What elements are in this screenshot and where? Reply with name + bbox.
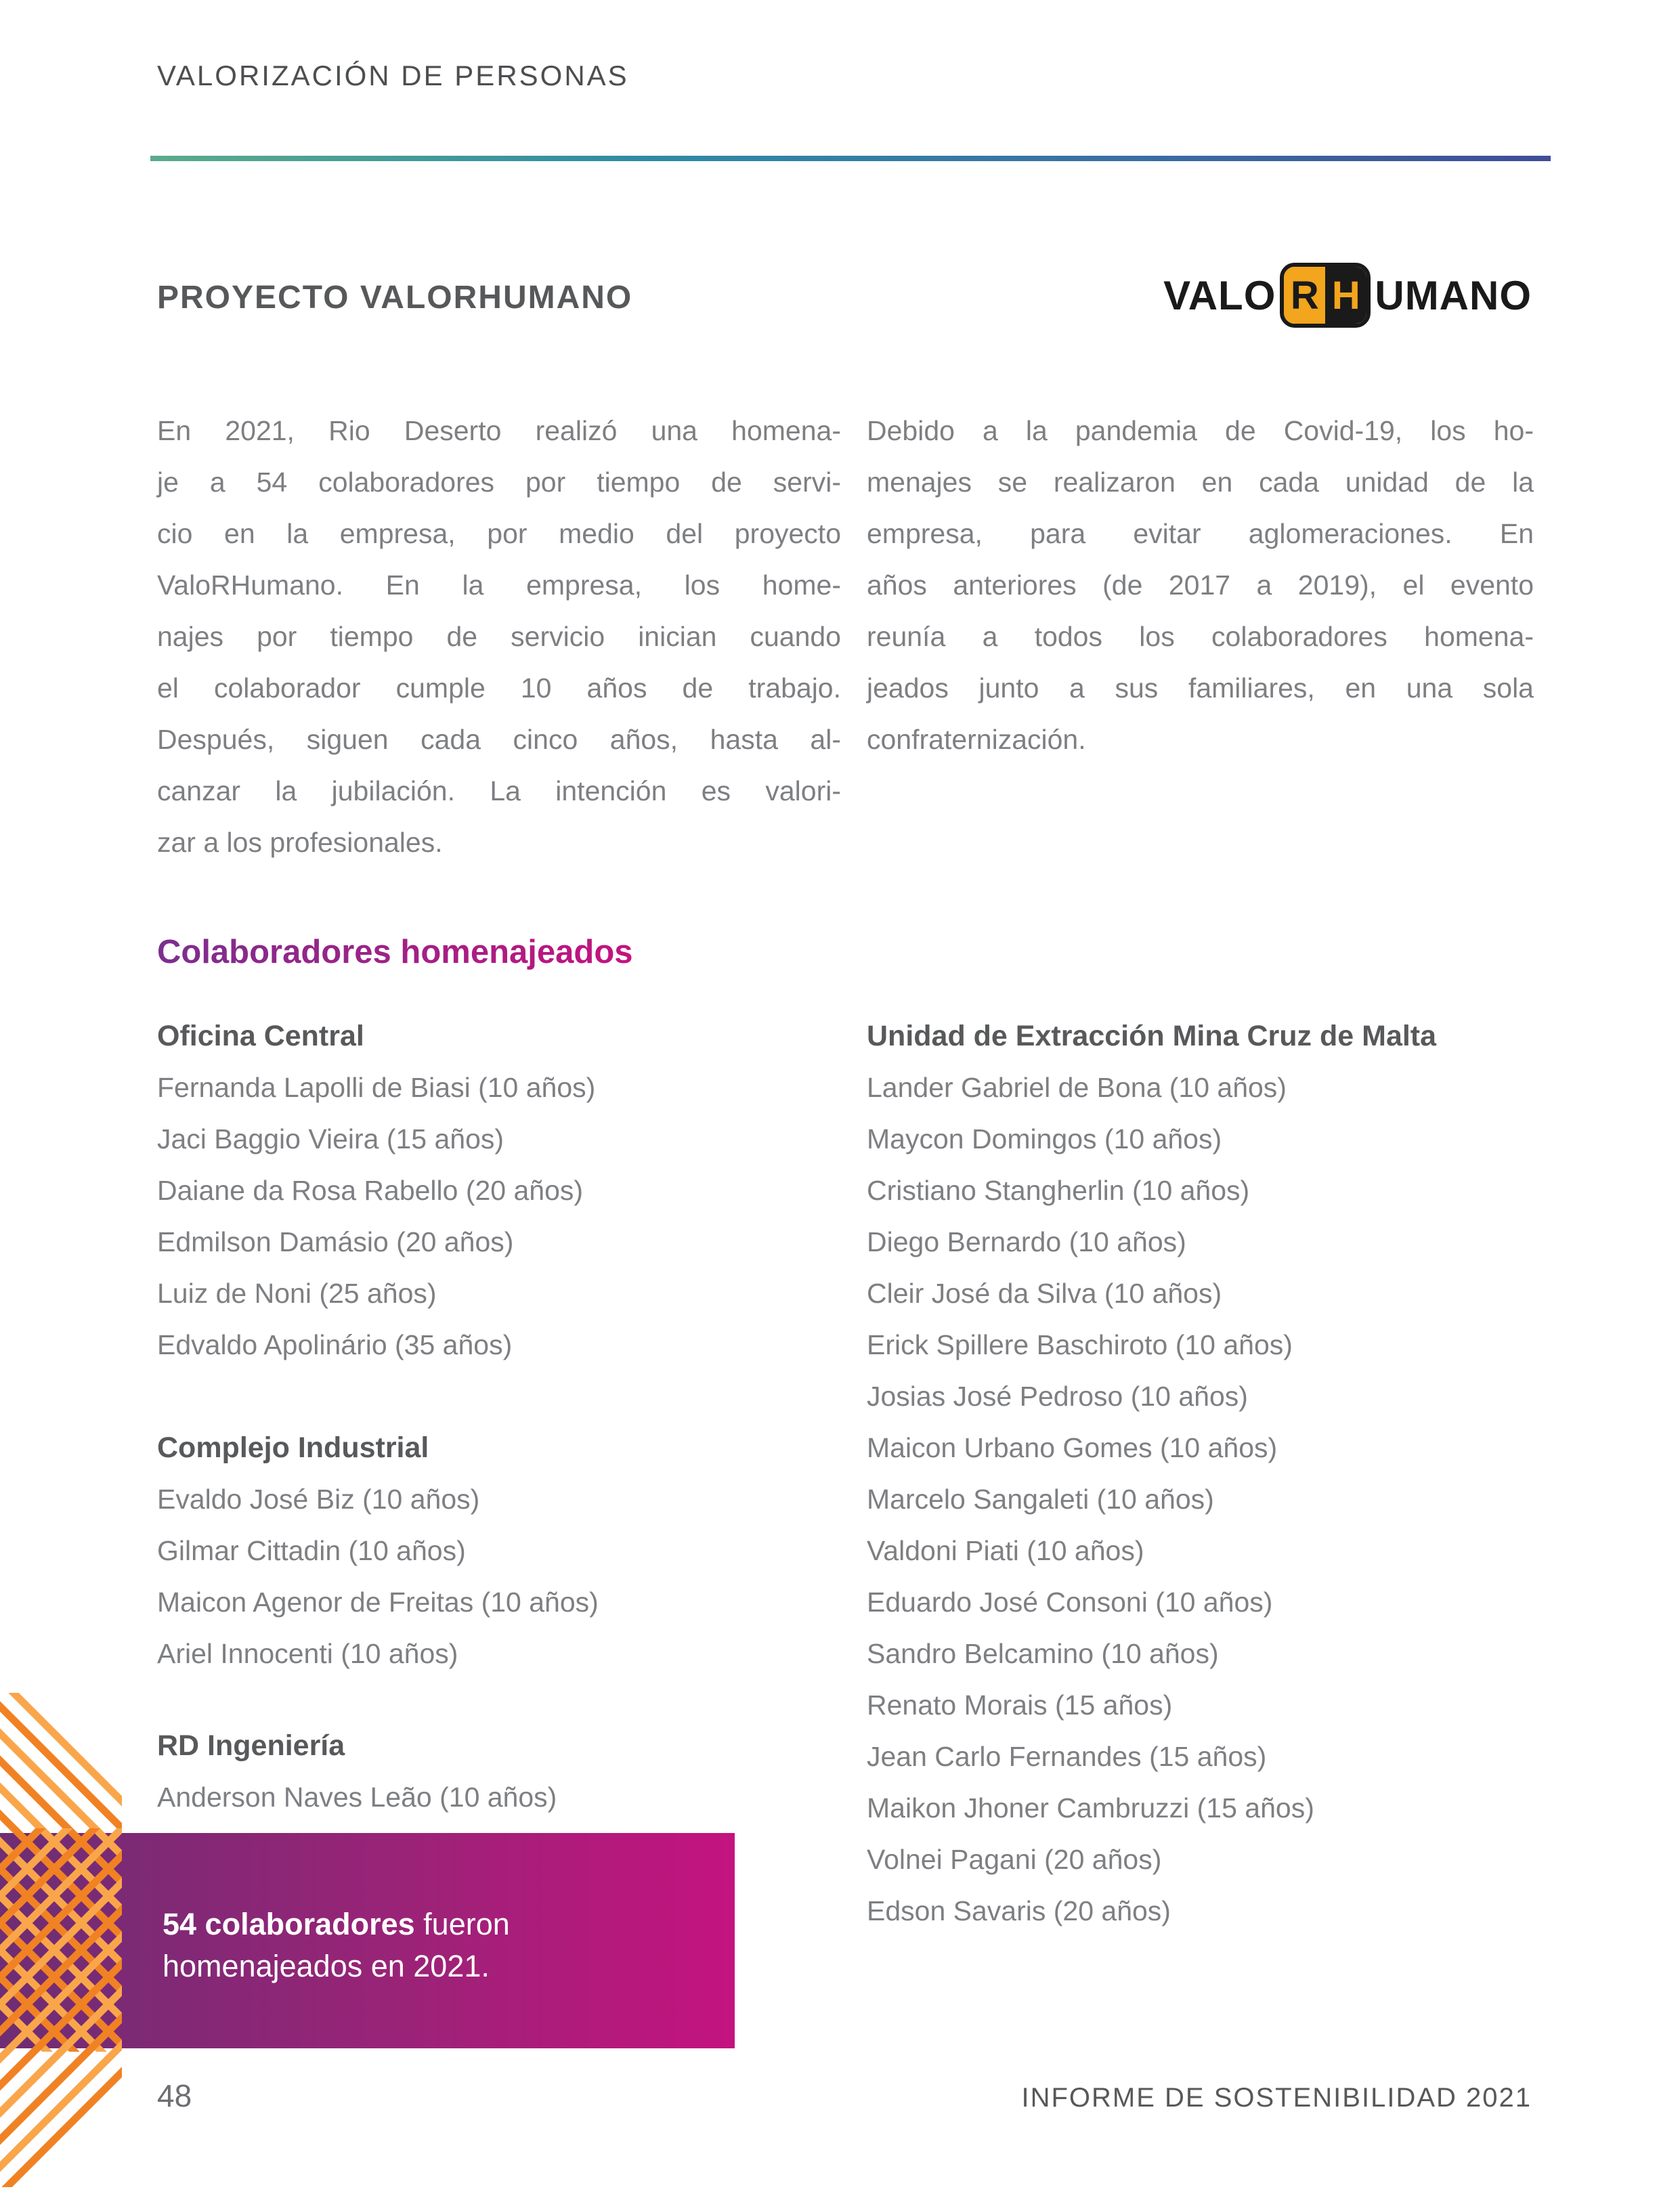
logo-text-umano: UMANO bbox=[1375, 272, 1532, 318]
paragraph-line: menajes se realizaron en cada unidad de la bbox=[867, 467, 1534, 498]
member-item: Cristiano Stangherlin (10 años) bbox=[867, 1175, 1250, 1206]
paragraph-line: canzar la jubilación. La intención es valori- bbox=[157, 775, 841, 806]
member-item: Maicon Agenor de Freitas (10 años) bbox=[157, 1587, 599, 1618]
footer-report-title: INFORME DE SOSTENIBILIDAD 2021 bbox=[1021, 2083, 1532, 2113]
paragraph-line: Debido a la pandemia de Covid-19, los ho- bbox=[867, 415, 1534, 446]
member-item: Ariel Innocenti (10 años) bbox=[157, 1638, 458, 1669]
page-number: 48 bbox=[157, 2078, 192, 2113]
paragraph-line: cio en la empresa, por medio del proyecto bbox=[157, 518, 841, 549]
paragraph-line: años anteriores (de 2017 a 2019), el evento bbox=[867, 569, 1534, 601]
decorative-lines-pattern bbox=[0, 1693, 122, 2187]
member-item: Valdoni Piati (10 años) bbox=[867, 1535, 1144, 1566]
logo-rh-badge bbox=[1280, 263, 1371, 328]
intro-paragraph-right bbox=[867, 405, 1534, 765]
honorees-heading: Colaboradores homenajeados bbox=[157, 934, 633, 970]
logo-letter-r: R bbox=[1284, 267, 1325, 324]
member-item: Edmilson Damásio (20 años) bbox=[157, 1226, 514, 1257]
group-complejo-industrial bbox=[157, 1422, 841, 1679]
group-member-list bbox=[157, 1771, 841, 1823]
member-item: Gilmar Cittadin (10 años) bbox=[157, 1535, 466, 1566]
member-item: Jean Carlo Fernandes (15 años) bbox=[867, 1741, 1267, 1772]
callout-rest-text: fueron bbox=[414, 1907, 510, 1941]
group-title: RD Ingeniería bbox=[157, 1729, 345, 1762]
member-item: Renato Morais (15 años) bbox=[867, 1689, 1173, 1721]
member-item: Diego Bernardo (10 años) bbox=[867, 1226, 1186, 1257]
member-item: Anderson Naves Leão (10 años) bbox=[157, 1782, 557, 1813]
paragraph-line: el colaborador cumple 10 años de trabajo. bbox=[157, 672, 841, 704]
group-rd-ingenieria bbox=[157, 1720, 841, 1823]
member-item: Volnei Pagani (20 años) bbox=[867, 1844, 1162, 1875]
callout-bold-text: 54 colaboradores bbox=[163, 1907, 415, 1941]
callout-line2: homenajeados en 2021. bbox=[163, 1949, 490, 1983]
paragraph-line: jeados junto a sus familiares, en una sola bbox=[867, 672, 1534, 704]
group-mina-cruz-de-malta bbox=[867, 1010, 1551, 1937]
member-item: Daiane da Rosa Rabello (20 años) bbox=[157, 1175, 584, 1206]
member-item: Edson Savaris (20 años) bbox=[867, 1895, 1171, 1926]
member-item: Edvaldo Apolinário (35 años) bbox=[157, 1329, 513, 1360]
member-item: Sandro Belcamino (10 años) bbox=[867, 1638, 1219, 1669]
member-item: Luiz de Noni (25 años) bbox=[157, 1278, 437, 1309]
paragraph-line: confraternización. bbox=[867, 724, 1086, 755]
member-item: Maicon Urbano Gomes (10 años) bbox=[867, 1432, 1278, 1463]
paragraph-line: ValoRHumano. En la empresa, los home- bbox=[157, 569, 841, 601]
member-item: Fernanda Lapolli de Biasi (10 años) bbox=[157, 1072, 596, 1103]
member-item: Cleir José da Silva (10 años) bbox=[867, 1278, 1222, 1309]
member-item: Jaci Baggio Vieira (15 años) bbox=[157, 1123, 504, 1155]
paragraph-line: En 2021, Rio Deserto realizó una homena- bbox=[157, 415, 841, 446]
member-item: Maikon Jhoner Cambruzzi (15 años) bbox=[867, 1792, 1314, 1824]
member-item: Erick Spillere Baschiroto (10 años) bbox=[867, 1329, 1293, 1360]
header-gradient-rule bbox=[150, 156, 1551, 161]
section-eyebrow: VALORIZACIÓN DE PERSONAS bbox=[157, 60, 629, 91]
paragraph-line: zar a los profesionales. bbox=[157, 827, 443, 858]
callout-line1 bbox=[163, 1903, 735, 1945]
logo-text-valo: VALO bbox=[1163, 272, 1276, 318]
paragraph-line: empresa, para evitar aglomeraciones. En bbox=[867, 518, 1534, 549]
member-item: Lander Gabriel de Bona (10 años) bbox=[867, 1072, 1287, 1103]
page-title: PROYECTO VALORHUMANO bbox=[157, 280, 633, 316]
paragraph-line: najes por tiempo de servicio inician cuando bbox=[157, 621, 841, 652]
group-member-list bbox=[157, 1473, 841, 1679]
valorhumano-logo bbox=[1163, 259, 1532, 332]
intro-paragraph-left bbox=[157, 405, 841, 868]
member-item: Marcelo Sangaleti (10 años) bbox=[867, 1484, 1214, 1515]
group-oficina-central bbox=[157, 1010, 841, 1371]
group-member-list bbox=[867, 1062, 1551, 1937]
member-item: Evaldo José Biz (10 años) bbox=[157, 1484, 480, 1515]
group-member-list bbox=[157, 1062, 841, 1371]
group-title: Unidad de Extracción Mina Cruz de Malta bbox=[867, 1020, 1437, 1052]
member-item: Josias José Pedroso (10 años) bbox=[867, 1381, 1248, 1412]
member-item: Eduardo José Consoni (10 años) bbox=[867, 1587, 1273, 1618]
paragraph-line: reunía a todos los colaboradores homena- bbox=[867, 621, 1534, 652]
group-title: Oficina Central bbox=[157, 1020, 364, 1052]
logo-letter-h: H bbox=[1325, 267, 1366, 324]
member-item: Maycon Domingos (10 años) bbox=[867, 1123, 1222, 1155]
paragraph-line: je a 54 colaboradores por tiempo de servi- bbox=[157, 467, 841, 498]
group-title: Complejo Industrial bbox=[157, 1431, 429, 1464]
paragraph-line: Después, siguen cada cinco años, hasta al- bbox=[157, 724, 841, 755]
